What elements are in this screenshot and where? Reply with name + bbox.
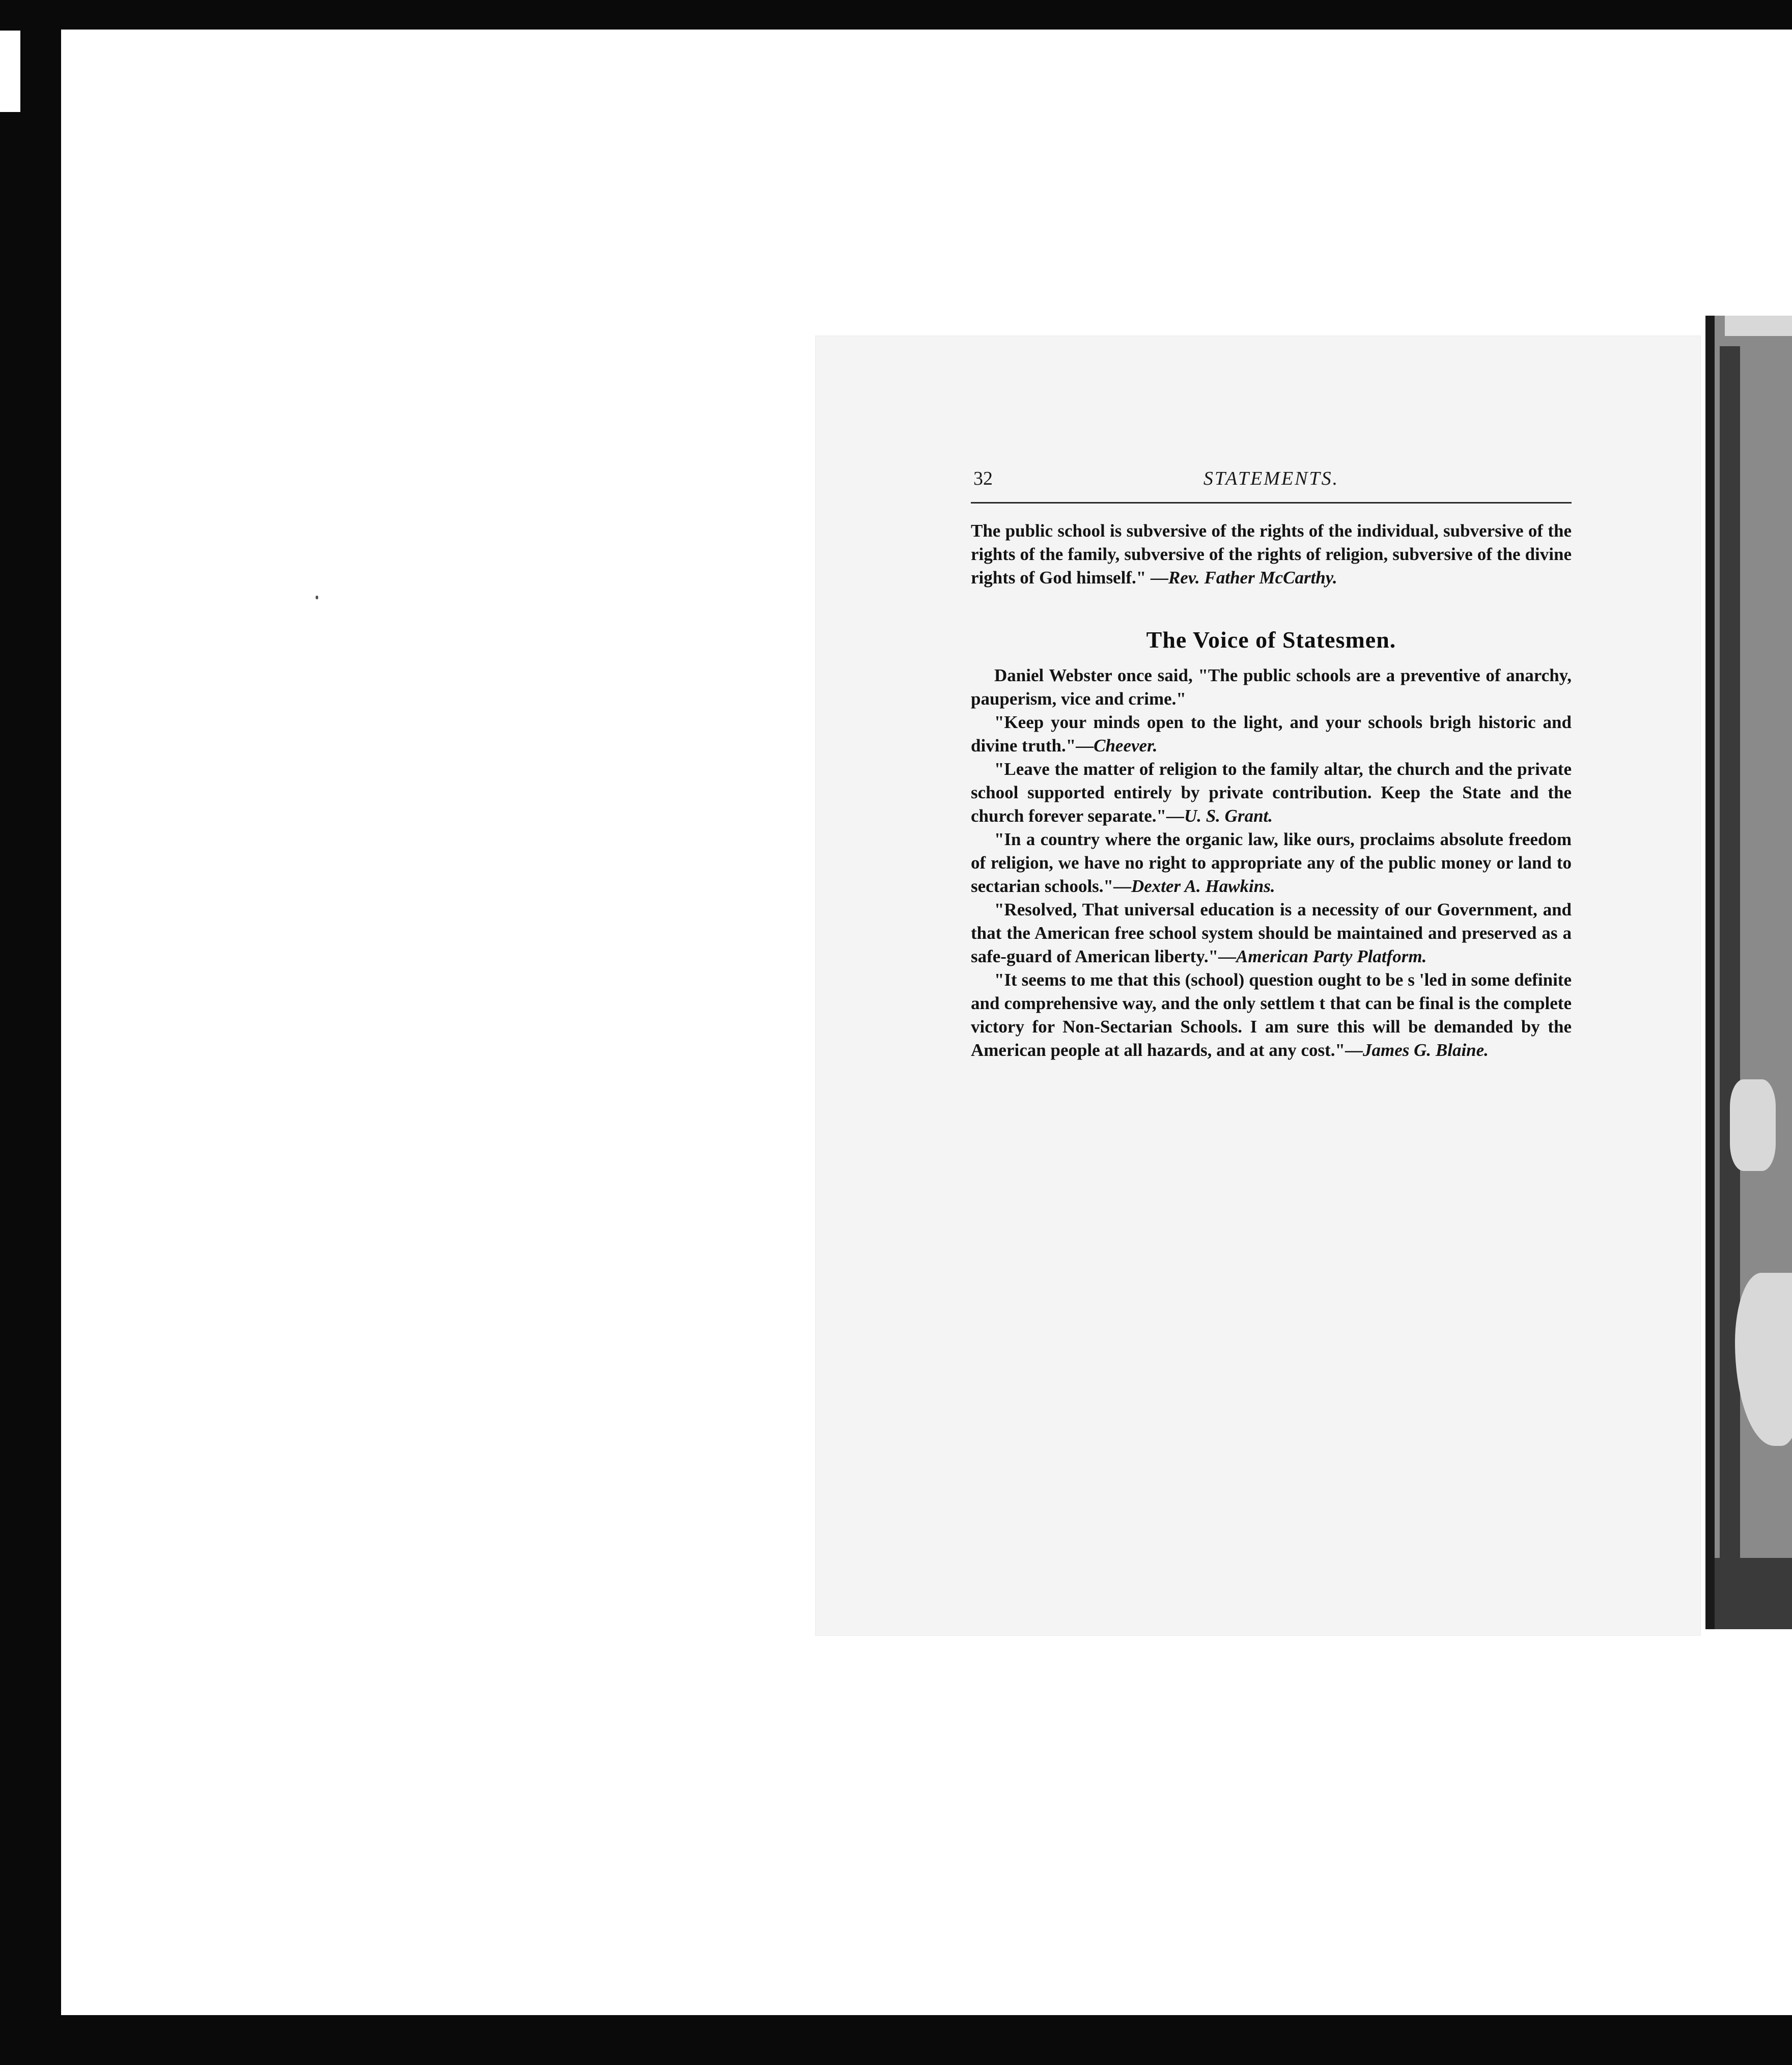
dust-speck <box>316 596 318 599</box>
quote-paragraph <box>971 758 1572 828</box>
quote-text: "It seems to me that this (school) question ought to be s 'led in some definite and comprehensive way, and the only settlem t that can be final is the complete victory for Non-Sectarian Schools. I am sure this will be demanded by the American people at all hazards, and at any cost."— <box>971 970 1572 1060</box>
scan-frame-left <box>0 0 61 2065</box>
quote-citation: James G. Blaine. <box>1362 1040 1489 1060</box>
scan-frame-bottom <box>0 2015 1792 2065</box>
scanned-page <box>816 336 1700 1635</box>
scan-frame-notch <box>0 31 20 112</box>
opening-paragraph <box>971 519 1572 590</box>
page-number: 32 <box>973 468 993 489</box>
quote-text: "In a country where the organic law, like ours, proclaims absolute freedom of religion, we have no right to appropriate any of the public money or land to sectarian schools."— <box>971 829 1572 896</box>
quote-text: "Keep your minds open to the light, and your schools brigh historic and divine truth."— <box>971 712 1572 756</box>
quote-paragraph <box>971 664 1572 711</box>
opening-paragraph-citation: Rev. Father McCarthy. <box>1168 568 1337 588</box>
quote-paragraph <box>971 711 1572 758</box>
quote-text: "Resolved, That universal education is a necessity of our Government, and that the American free school system should be maintained and preserved as a safe-guard of American liberty."— <box>971 900 1572 966</box>
page-body <box>971 519 1572 1062</box>
opening-paragraph-text: The public school is subversive of the rights of the individual, subversive of the rights of the family, subversive of the rights of religion, subversive of the divine rights of God himself." — <box>971 521 1572 588</box>
quote-citation: Dexter A. Hawkins. <box>1131 876 1275 896</box>
quote-text: "Leave the matter of religion to the family altar, the church and the private school supported entirely by private contribution. Keep the State and the church forever separate."— <box>971 759 1572 826</box>
quote-citation: Cheever. <box>1094 736 1158 756</box>
page-header <box>973 467 1569 498</box>
scan-frame-top <box>0 0 1792 30</box>
quote-paragraph <box>971 828 1572 898</box>
adjacent-page-edge <box>1705 316 1792 1629</box>
quote-citation: American Party Platform. <box>1236 946 1427 966</box>
section-heading: The Voice of Statesmen. <box>1146 627 1396 653</box>
quote-paragraph <box>971 898 1572 968</box>
header-rule <box>971 502 1572 504</box>
quote-paragraph <box>971 968 1572 1062</box>
running-head: STATEMENTS. <box>1203 468 1339 489</box>
quote-text: Daniel Webster once said, "The public schools are a preventive of anarchy, pauperism, vice and crime." <box>971 665 1572 709</box>
quote-citation: U. S. Grant. <box>1184 806 1273 826</box>
